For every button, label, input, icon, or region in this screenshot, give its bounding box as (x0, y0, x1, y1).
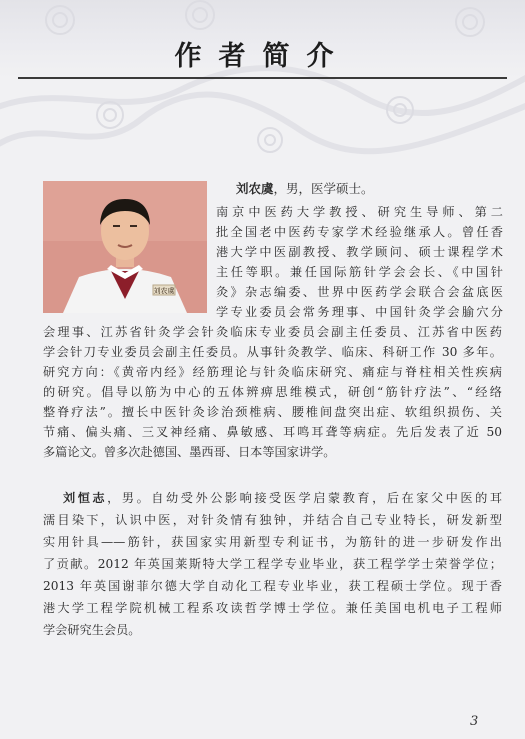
bio1-line: 研究方向：《黄帝内经》经筋理论与针灸临床研究、痛症与脊柱相关性疾病 (43, 365, 502, 379)
bio1-line: 主任等职。兼任国际筋针学会会长、《中国针 (216, 265, 503, 279)
bio1-line: 的研究。倡导以筋为中心的五体辨痹思维模式，研创“筋针疗法”、“经络 (43, 385, 502, 399)
bio1-name-suffix: ，男，医学硕士。 (273, 181, 374, 196)
bio1-line: 多篇论文。曾多次赴德国、墨西哥、日本等国家讲学。 (43, 445, 336, 459)
page-title: 作者简介 (174, 41, 351, 72)
page-number: 3 (470, 714, 479, 729)
author-photo (43, 181, 207, 313)
title-underline (18, 77, 507, 79)
bio2-line: 实用针具——筋针，获国家实用新型专利证书，为筋针的进一步研发作出 (43, 535, 502, 549)
bio1-name: 刘农虞 (236, 181, 274, 196)
bio2-line: 了贡献。2012 年英国莱斯特大学工程学专业毕业，获工程学学士荣誉学位； (43, 557, 502, 571)
bio2-line: ，男。自幼受外公影响接受医学启蒙教育，后在家父中医的耳 (107, 491, 503, 505)
bio2-line: 濡目染下，认识中医，对针灸情有独钟，并结合自己专业特长，研发新型 (43, 513, 502, 527)
name-badge-text: 刘农虞 (153, 287, 175, 295)
bio1-line: 南京中医药大学教授、研究生导师、第二 (216, 205, 503, 219)
bio1-heading (236, 179, 374, 197)
bio1-line: 学专业委员会常务理事、中国针灸学会腧穴分 (216, 305, 503, 319)
bio1-line: 灸》杂志编委、世界中医药学会联合会盆底医 (216, 285, 503, 299)
bio2-line: 学会研究生会员。 (43, 623, 141, 637)
bio2-name: 刘恒志 (63, 491, 108, 505)
bio1-line: 整脊疗法”。擅长中医针灸诊治颈椎病、腰椎间盘突出症、软组织损伤、关 (43, 405, 502, 419)
bio2-line: 港大学工程学院机械工程系攻读哲学博士学位。兼任美国电机电子工程师 (43, 601, 502, 615)
bio1-line: 节痛、偏头痛、三叉神经痛、鼻敏感、耳鸣耳聋等病症。先后发表了近 50 (43, 425, 502, 439)
bio1-line: 会理事、江苏省针灸学会针灸临床专业委员会副主任委员、江苏省中医药 (43, 325, 502, 339)
bio1-line: 学会针刀专业委员会副主任委员。从事针灸教学、临床、科研工作 30 多年。 (43, 345, 502, 359)
decorative-cloud-pattern (0, 0, 525, 170)
bio1-line: 批全国老中医药专家学术经验继承人。曾任香 (216, 225, 503, 239)
bio2-line: 2013 年英国谢菲尔德大学自动化工程专业毕业，获工程硕士学位。现于香 (43, 579, 502, 593)
bio2-first-line (63, 488, 502, 508)
bio1-line: 港大学中医副教授、教学顾问、硕士课程学术 (216, 245, 503, 259)
